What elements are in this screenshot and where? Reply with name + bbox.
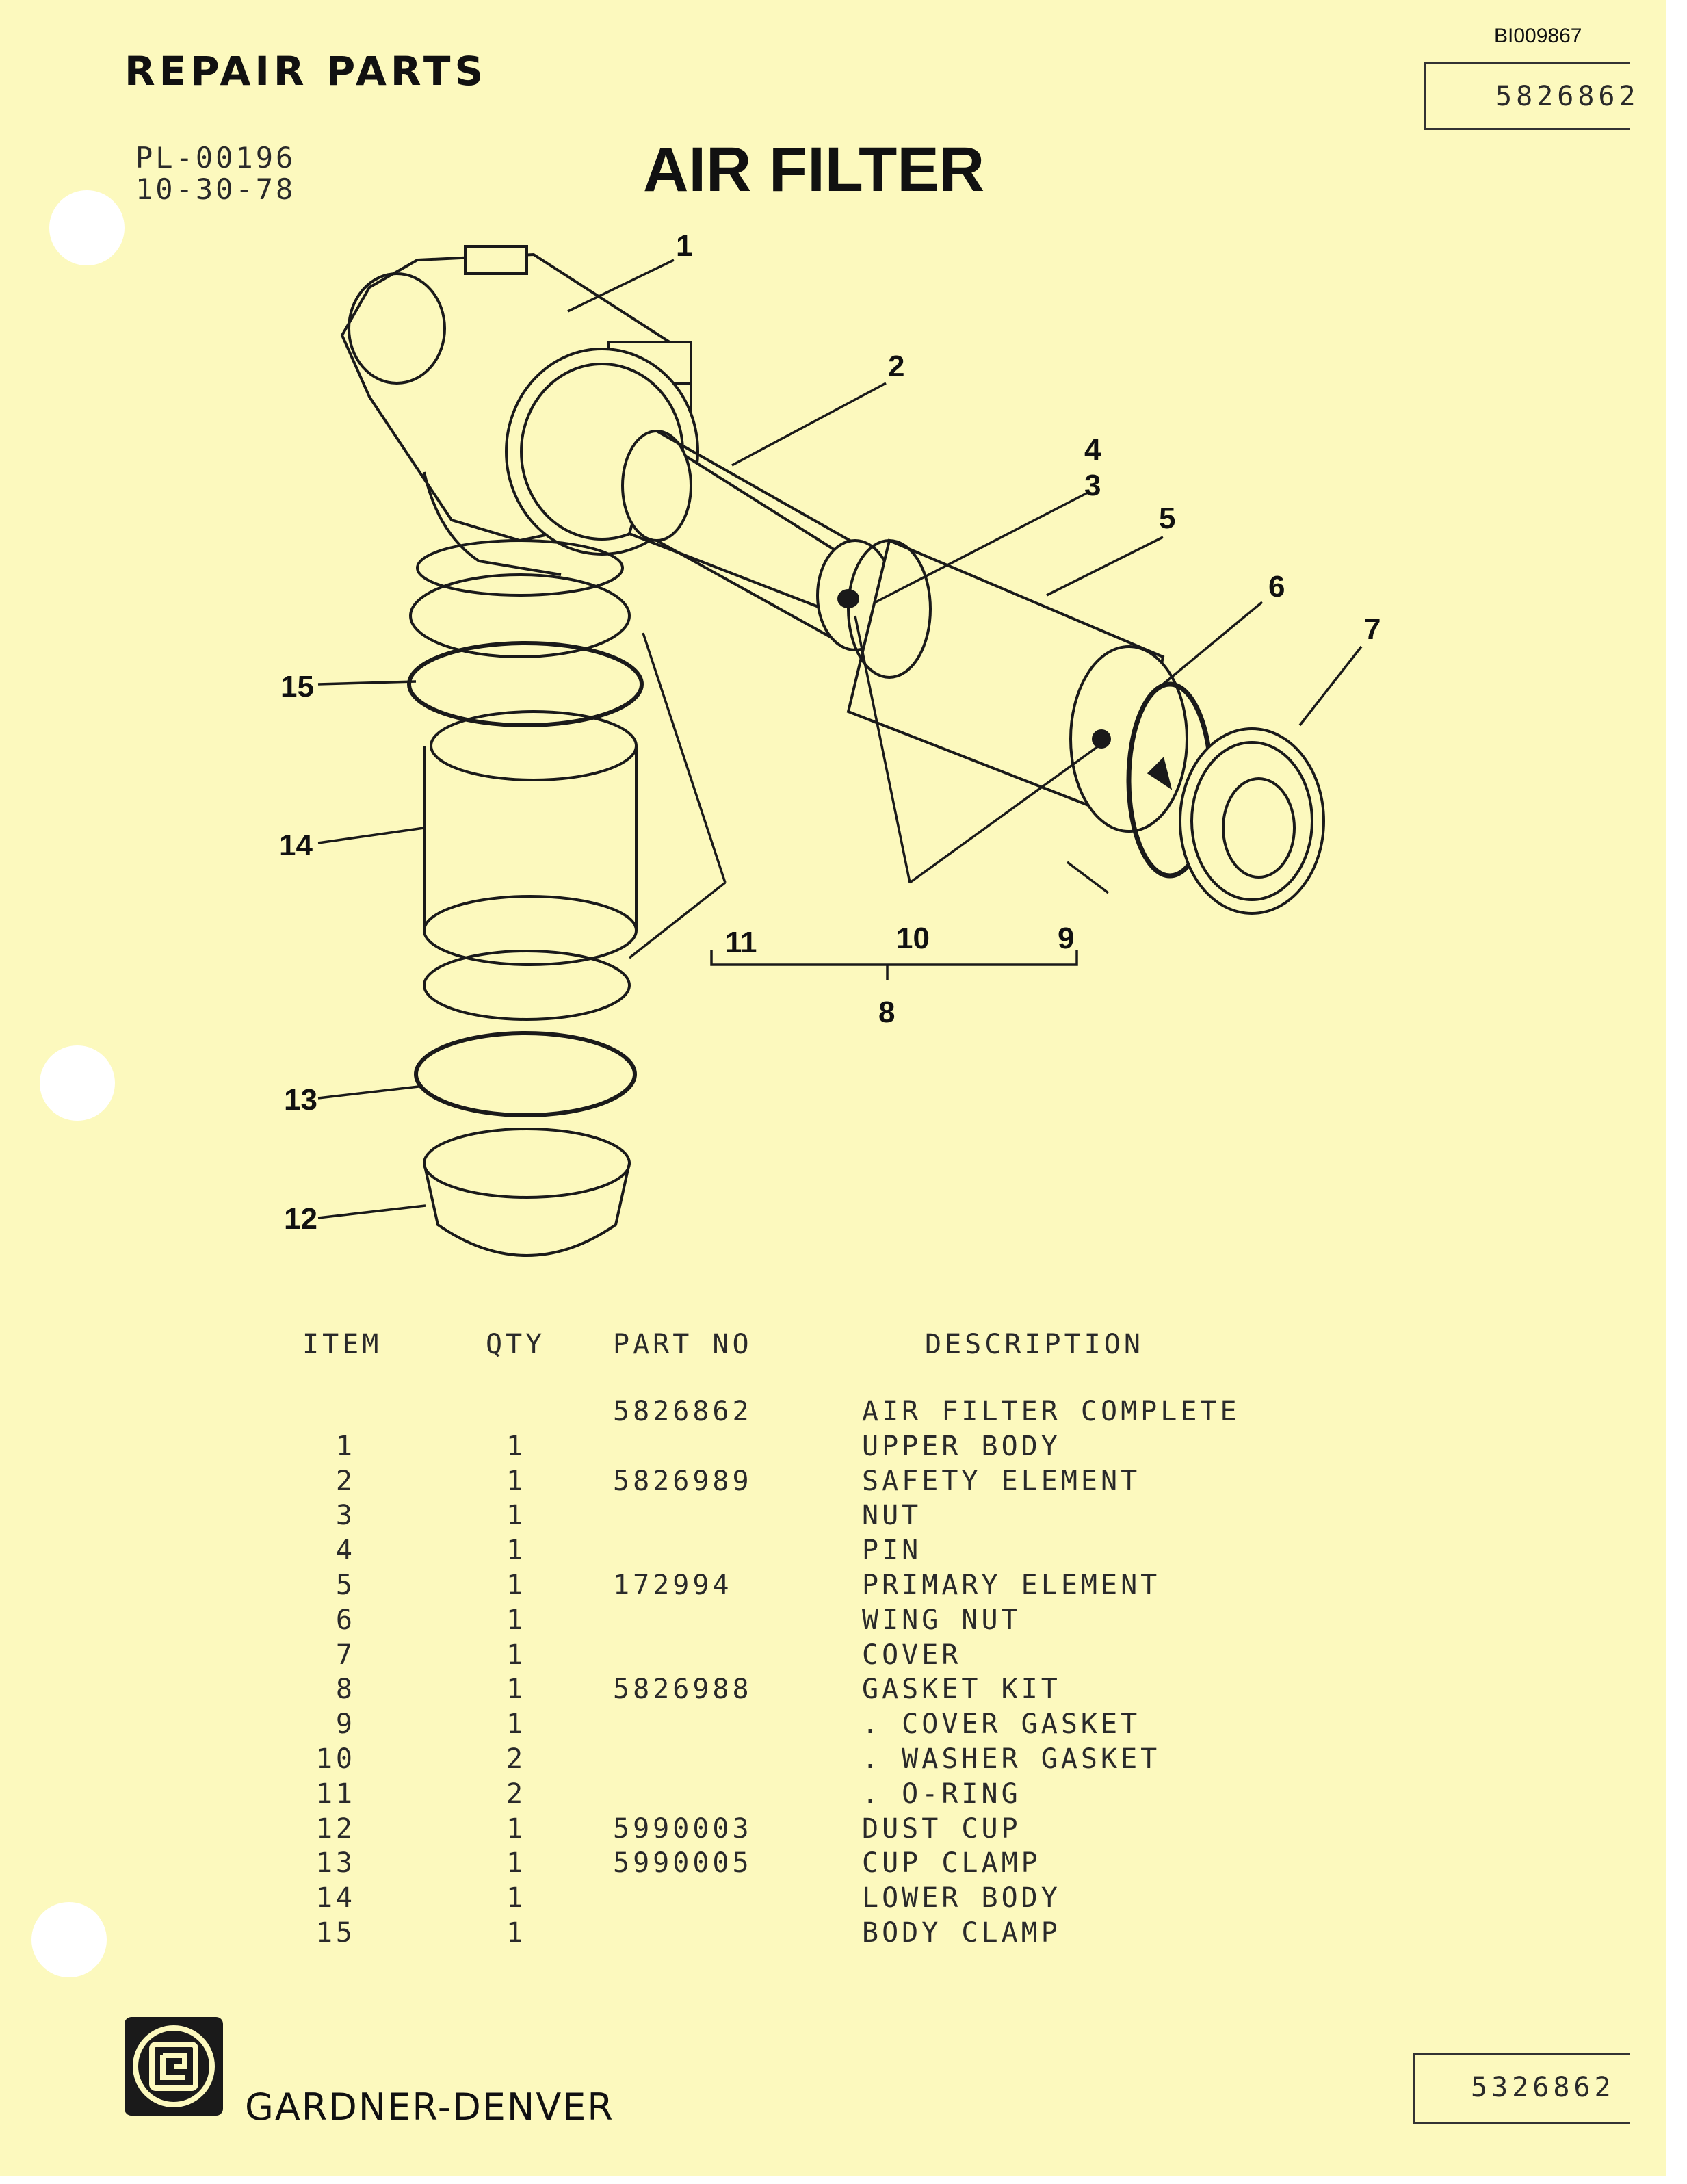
table-cell-item: 9 — [335, 1708, 356, 1741]
table-cell-part-no: 5826988 — [613, 1674, 753, 1706]
col-header-item: ITEM — [302, 1329, 382, 1360]
table-cell-item: 8 — [335, 1674, 356, 1706]
table-cell-item: 10 — [315, 1743, 356, 1775]
table-cell-description: . O-RING — [862, 1778, 1021, 1810]
callout-4: 4 — [1084, 433, 1101, 467]
table-cell-qty: 1 — [506, 1639, 527, 1671]
upper-body-part — [342, 246, 698, 595]
callout-11: 11 — [725, 926, 757, 959]
table-cell-item: 7 — [335, 1639, 356, 1671]
callout-3: 3 — [1084, 469, 1101, 502]
table-cell-description: SAFETY ELEMENT — [862, 1465, 1141, 1497]
primary-element-part — [848, 541, 1187, 831]
table-cell-description: PIN — [862, 1535, 922, 1567]
table-cell-item: 14 — [315, 1882, 356, 1914]
callout-14: 14 — [279, 829, 313, 862]
table-cell-qty: 2 — [506, 1743, 527, 1775]
table-cell-description: UPPER BODY — [862, 1430, 1061, 1462]
table-cell-description: BODY CLAMP — [862, 1917, 1061, 1949]
table-cell-qty: 2 — [506, 1778, 527, 1810]
table-cell-qty: 1 — [506, 1674, 527, 1706]
part-number-bottom: 5326862 — [1471, 2072, 1615, 2103]
callout-10: 10 — [896, 922, 930, 955]
table-cell-description: NUT — [862, 1500, 922, 1532]
table-cell-description: PRIMARY ELEMENT — [862, 1570, 1161, 1601]
callout-12: 12 — [284, 1202, 317, 1236]
table-cell-part-no: 5990005 — [613, 1847, 753, 1880]
table-cell-item: 5 — [335, 1570, 356, 1601]
gardner-denver-logo-icon — [125, 2017, 223, 2116]
binder-hole — [31, 1902, 107, 1977]
callout-7: 7 — [1364, 612, 1381, 646]
table-cell-description: GASKET KIT — [862, 1674, 1061, 1706]
table-cell-description: CUP CLAMP — [862, 1847, 1041, 1880]
document-id: BI009867 — [1494, 25, 1582, 47]
table-cell-description: . WASHER GASKET — [862, 1743, 1161, 1775]
table-cell-description: AIR FILTER COMPLETE — [862, 1396, 1240, 1427]
table-cell-description: . COVER GASKET — [862, 1708, 1141, 1741]
table-cell-item: 11 — [315, 1778, 356, 1810]
table-cell-item: 13 — [315, 1847, 356, 1880]
table-cell-description: LOWER BODY — [862, 1882, 1061, 1914]
table-cell-qty: 1 — [506, 1430, 527, 1462]
parts-list-number: PL-00196 — [135, 141, 296, 174]
table-cell-qty: 1 — [506, 1604, 527, 1636]
table-cell-qty: 1 — [506, 1882, 527, 1914]
table-cell-description: COVER — [862, 1639, 962, 1671]
page-title: AIR FILTER — [643, 135, 985, 205]
callout-15: 15 — [280, 670, 314, 703]
callout-5: 5 — [1159, 502, 1176, 535]
table-cell-item: 3 — [335, 1500, 356, 1532]
table-cell-qty: 1 — [506, 1847, 527, 1880]
table-cell-qty: 1 — [506, 1708, 527, 1741]
table-cell-item: 1 — [335, 1430, 356, 1462]
safety-element-part — [623, 431, 893, 650]
table-cell-part-no: 5826989 — [613, 1465, 753, 1497]
col-header-qty: QTY — [486, 1329, 546, 1360]
table-cell-qty: 1 — [506, 1812, 527, 1845]
callout-1: 1 — [676, 229, 693, 263]
callout-9: 9 — [1058, 922, 1075, 955]
lower-assembly — [409, 575, 642, 1256]
table-cell-qty: 1 — [506, 1535, 527, 1567]
table-cell-qty: 1 — [506, 1465, 527, 1497]
company-name: GARDNER-DENVER — [245, 2085, 614, 2129]
table-cell-description: DUST CUP — [862, 1812, 1021, 1845]
part-number-top: 5826862 — [1495, 81, 1640, 112]
col-header-part-no: PART NO — [613, 1329, 753, 1360]
col-header-description: DESCRIPTION — [925, 1329, 1144, 1360]
table-cell-item: 4 — [335, 1535, 356, 1567]
table-cell-part-no: 5990003 — [613, 1812, 753, 1845]
callout-2: 2 — [888, 350, 905, 383]
table-cell-item: 15 — [315, 1917, 356, 1949]
table-cell-qty: 1 — [506, 1500, 527, 1532]
callout-8: 8 — [878, 996, 895, 1029]
callout-13: 13 — [284, 1083, 317, 1117]
table-cell-part-no: 172994 — [613, 1570, 733, 1601]
cover-part — [1180, 729, 1324, 913]
table-cell-qty: 1 — [506, 1917, 527, 1949]
table-cell-item: 2 — [335, 1465, 356, 1497]
table-cell-item: 12 — [315, 1812, 356, 1845]
table-cell-item: 6 — [335, 1604, 356, 1636]
table-cell-part-no: 5826862 — [613, 1396, 753, 1427]
table-cell-description: WING NUT — [862, 1604, 1021, 1636]
table-cell-qty: 1 — [506, 1570, 527, 1601]
repair-parts-heading: REPAIR PARTS — [125, 48, 488, 94]
parts-list-date: 10-30-78 — [135, 172, 296, 206]
callout-6: 6 — [1268, 570, 1285, 603]
